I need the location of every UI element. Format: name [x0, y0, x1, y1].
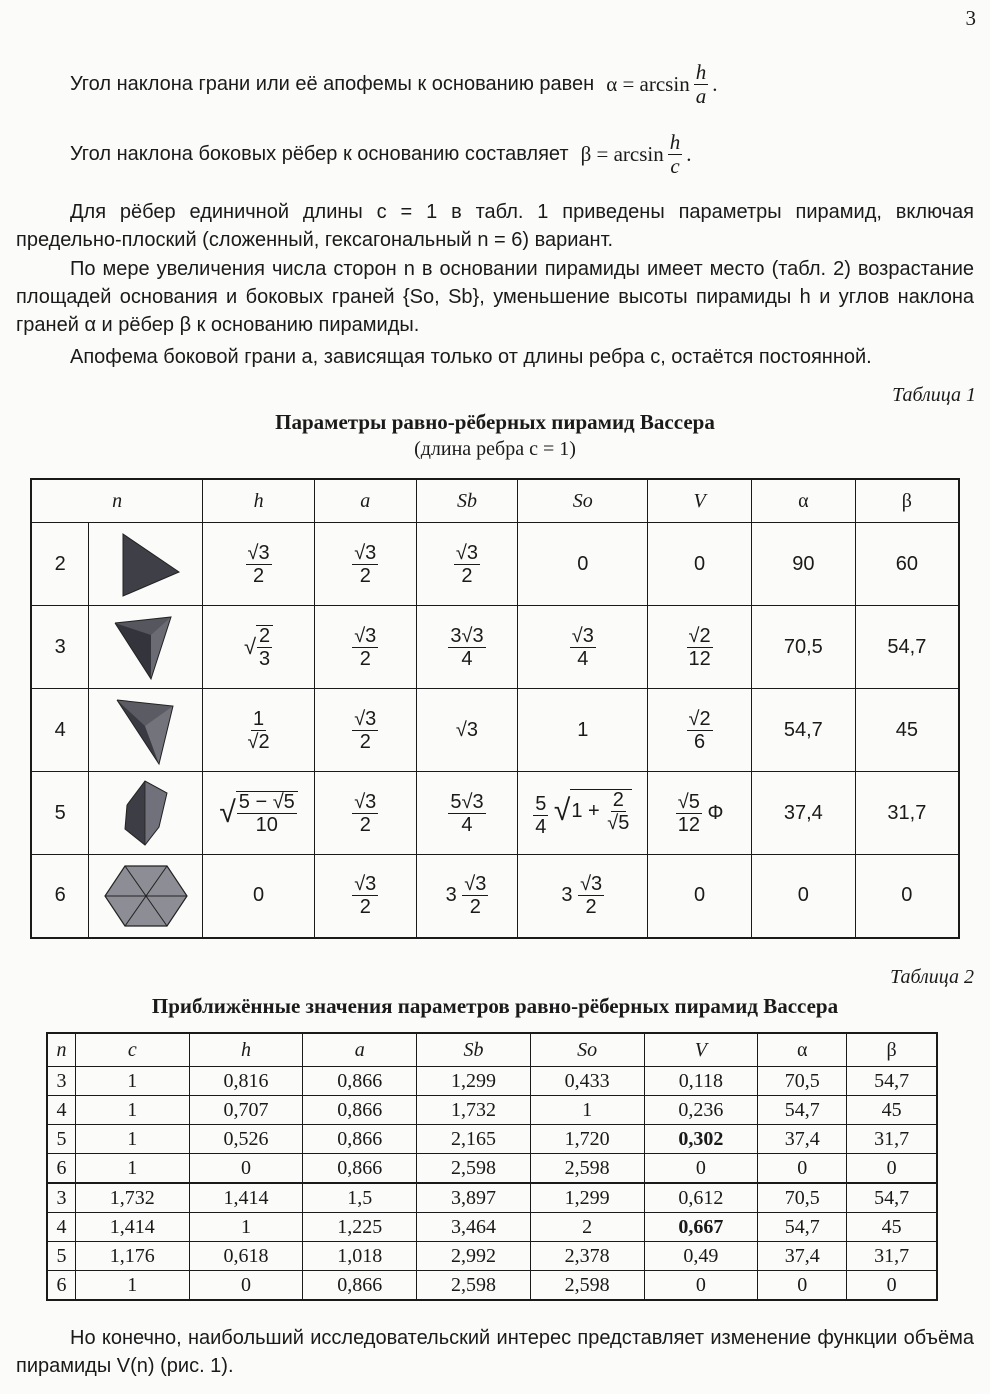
- table1-cell-v: 0: [648, 523, 752, 606]
- table2-cell: 1,414: [189, 1183, 303, 1213]
- table2-cell: 2,165: [417, 1125, 531, 1154]
- table1-header-so: So: [518, 479, 648, 523]
- table2-cell: 1,720: [530, 1125, 644, 1154]
- table-row: [47, 1242, 937, 1271]
- formula-beta-num: h: [669, 130, 681, 154]
- table2-cell: 0,866: [303, 1096, 417, 1125]
- pentagonal-pyramid-icon: [101, 775, 191, 851]
- table2-cell: 0: [189, 1271, 303, 1301]
- page-number: 3: [965, 6, 976, 30]
- table2-cell: 70,5: [758, 1067, 847, 1096]
- table2-cell: 1: [75, 1096, 189, 1125]
- table1-cell-alpha: 37,4: [751, 772, 855, 855]
- table1-row: 3 √ $\frac{2}{3}$ $\frac{√3}{2}$ $\frac{3√3}{4}$ $\frac{√3}{4}$ $\frac{√2}{12}$ 70,5 54,7: [31, 606, 959, 689]
- table1-subtitle: (длина ребра c = 1): [414, 438, 576, 460]
- table2-cell: 54,7: [758, 1213, 847, 1242]
- table2-cell: 0,866: [303, 1125, 417, 1154]
- table2-cell: 0,526: [189, 1125, 303, 1154]
- table1-cell-n: 6: [31, 855, 89, 938]
- table2-cell: 0: [758, 1271, 847, 1301]
- table2-cell: 3,464: [417, 1213, 531, 1242]
- formula-alpha-lhs: α = arcsin: [606, 72, 690, 96]
- table2-cell: 1,299: [530, 1183, 644, 1213]
- table1-cell-beta: 45: [855, 689, 959, 772]
- table1-cell-n: 4: [31, 689, 89, 772]
- table2-cell: 2,992: [417, 1242, 531, 1271]
- table1-header-h: h: [203, 479, 315, 523]
- closing-paragraph: Но конечно, наибольший исследовательский интерес представляет изменение функции объёма пирамиды V(n) (рис. 1).: [16, 1327, 974, 1377]
- formula-alpha-text: Угол наклона грани или её апофемы к основанию равен: [70, 73, 595, 95]
- paragraph-1: Для рёбер единичной длины c = 1 в табл. 1 приведены параметры пирамид, включая предельно-плоский (сложенный, гексагональный n = 6) вариант.: [16, 201, 974, 251]
- table2-cell: 5: [47, 1125, 75, 1154]
- table2-label: Таблица 2: [890, 966, 974, 988]
- table2-cell: 4: [47, 1096, 75, 1125]
- table2-cell: 0,707: [189, 1096, 303, 1125]
- table1-header-alpha: α: [751, 479, 855, 523]
- table2-header: n: [47, 1033, 75, 1067]
- table2-cell: 0,667: [644, 1213, 758, 1242]
- table1-cell-n: 5: [31, 772, 89, 855]
- table2-cell: 1: [75, 1154, 189, 1184]
- table2: [46, 1032, 938, 1301]
- table2-cell: 37,4: [758, 1125, 847, 1154]
- table1-header-n: n: [31, 479, 203, 523]
- table2-cell: 37,4: [758, 1242, 847, 1271]
- table2-cell: 1,5: [303, 1183, 417, 1213]
- table1-row: 6 0 $\frac{√3}{2}$ 3 $\frac{√3}{2}$ 3 $\frac{√3}{2}$ 0 0 0: [31, 855, 959, 938]
- table1-cell-beta: 0: [855, 855, 959, 938]
- table2-cell: 70,5: [758, 1183, 847, 1213]
- table2-cell: 54,7: [758, 1096, 847, 1125]
- table2-header: a: [303, 1033, 417, 1067]
- table1-cell-beta: 54,7: [855, 606, 959, 689]
- table2-cell: 0,866: [303, 1067, 417, 1096]
- table1-cell-alpha: 70,5: [751, 606, 855, 689]
- table2-cell: 0: [847, 1271, 937, 1301]
- table1-cell-so: 1: [518, 689, 648, 772]
- table2-cell: 54,7: [847, 1067, 937, 1096]
- table2-cell: 2,598: [530, 1271, 644, 1301]
- table1-cell-h: 0: [203, 855, 315, 938]
- paragraph-3: Апофема боковой грани a, зависящая только от длины ребра c, остаётся постоянной.: [70, 346, 872, 368]
- table-row: [47, 1125, 937, 1154]
- table1-cell-n: 2: [31, 523, 89, 606]
- table1-row: 4 $\frac{1}{√2}$ $\frac{√3}{2}$ √3 1 $\frac{√2}{6}$ 54,7 45: [31, 689, 959, 772]
- table1-cell-so: 0: [518, 523, 648, 606]
- table1-cell-alpha: 90: [751, 523, 855, 606]
- table2-header: c: [75, 1033, 189, 1067]
- table2-cell: 0,433: [530, 1067, 644, 1096]
- table2-header: So: [530, 1033, 644, 1067]
- table1-cell-v: 0: [648, 855, 752, 938]
- table2-cell: 1,414: [75, 1213, 189, 1242]
- tetrahedron-icon: [101, 609, 191, 685]
- formula-alpha-line: Угол наклона грани или её апофемы к основанию равен α = arcsin $\frac{h}{a}$ .: [70, 60, 718, 108]
- table-row: [47, 1096, 937, 1125]
- formula-beta-line: Угол наклона боковых рёбер к основанию составляет β = arcsin $\frac{h}{c}$ .: [70, 130, 692, 178]
- table2-cell: 2: [530, 1213, 644, 1242]
- table2-cell: 1: [189, 1213, 303, 1242]
- table2-header: h: [189, 1033, 303, 1067]
- table2-cell: 1,176: [75, 1242, 189, 1271]
- table2-cell: 1: [75, 1125, 189, 1154]
- table1-title: Параметры равно-рёберных пирамид Вассера: [275, 410, 715, 434]
- table-row: [47, 1154, 937, 1184]
- table2-header: V: [644, 1033, 758, 1067]
- table-row: [47, 1183, 937, 1213]
- table1-header-sb: Sb: [416, 479, 518, 523]
- table2-cell: 1,018: [303, 1242, 417, 1271]
- table2-header: β: [847, 1033, 937, 1067]
- formula-beta-text: Угол наклона боковых рёбер к основанию составляет: [70, 143, 569, 165]
- hexagon-icon: [101, 858, 191, 934]
- table1: [30, 478, 960, 939]
- formula-alpha-den: a: [695, 84, 707, 108]
- table2-cell: 1,732: [417, 1096, 531, 1125]
- table2-cell: 2,598: [417, 1154, 531, 1184]
- triangle-icon: [101, 526, 191, 602]
- table2-cell: 1: [530, 1096, 644, 1125]
- table2-cell: 0,618: [189, 1242, 303, 1271]
- table2-cell: 6: [47, 1271, 75, 1301]
- table1-header-v: V: [648, 479, 752, 523]
- table2-cell: 45: [847, 1213, 937, 1242]
- table2-cell: 31,7: [847, 1125, 937, 1154]
- formula-beta-den: c: [670, 154, 680, 178]
- table2-cell: 0,118: [644, 1067, 758, 1096]
- table2-cell: 3,897: [417, 1183, 531, 1213]
- table2-cell: 0,236: [644, 1096, 758, 1125]
- formula-beta-lhs: β = arcsin: [580, 142, 664, 166]
- table2-cell: 0,866: [303, 1154, 417, 1184]
- table2-cell: 1,225: [303, 1213, 417, 1242]
- table2-cell: 2,598: [417, 1271, 531, 1301]
- table2-cell: 0,816: [189, 1067, 303, 1096]
- table2-cell: 3: [47, 1067, 75, 1096]
- table2-cell: 6: [47, 1154, 75, 1184]
- formula-alpha-num: h: [695, 60, 707, 84]
- table-row: [47, 1271, 937, 1301]
- table2-cell: 1: [75, 1067, 189, 1096]
- table2-title: Приближённые значения параметров равно-рёберных пирамид Вассера: [151, 994, 839, 1018]
- table1-label: Таблица 1: [892, 384, 976, 406]
- table2-cell: 0,866: [303, 1271, 417, 1301]
- table1-row: 2 $\frac{√3}{2}$ $\frac{√3}{2}$ $\frac{√3}{2}$ 0 0 90 60: [31, 523, 959, 606]
- table1-cell-alpha: 0: [751, 855, 855, 938]
- table2-cell: 3: [47, 1183, 75, 1213]
- table2-cell: 2,598: [530, 1154, 644, 1184]
- table1-cell-beta: 31,7: [855, 772, 959, 855]
- table2-cell: 54,7: [847, 1183, 937, 1213]
- table1-header-a: a: [314, 479, 416, 523]
- table2-cell: 0,612: [644, 1183, 758, 1213]
- table2-cell: 1: [75, 1271, 189, 1301]
- square-pyramid-icon: [101, 692, 191, 768]
- table2-cell: 0: [644, 1271, 758, 1301]
- table2-cell: 0: [847, 1154, 937, 1184]
- table2-cell: 0,302: [644, 1125, 758, 1154]
- table2-cell: 5: [47, 1242, 75, 1271]
- table2-header: Sb: [417, 1033, 531, 1067]
- table-row: [47, 1067, 937, 1096]
- table1-cell-beta: 60: [855, 523, 959, 606]
- table2-cell: 0: [189, 1154, 303, 1184]
- table2-cell: 0,49: [644, 1242, 758, 1271]
- table2-cell: 45: [847, 1096, 937, 1125]
- paragraph-2: По мере увеличения числа сторон n в основании пирамиды имеет место (табл. 2) возрастание площадей основания и боковых граней {So, Sb}, уменьшение высоты пирамиды h и углов наклона граней α и рёбер β к основанию пирамиды.: [16, 258, 974, 336]
- table1-header-beta: β: [855, 479, 959, 523]
- table2-cell: 4: [47, 1213, 75, 1242]
- table1-cell-alpha: 54,7: [751, 689, 855, 772]
- table1-row: 5 √ $\frac{5 - √5}{10}$ $\frac{√3}{2}$ $\frac{5√3}{4}$ $\frac{5}{4}$ √ 1 + $\frac{2}{√5}$ $\frac{√5}{12}$ Φ 37,4 31,7: [31, 772, 959, 855]
- table1-cell-sb: √3: [416, 689, 518, 772]
- table2-cell: 1,732: [75, 1183, 189, 1213]
- table1-cell-n: 3: [31, 606, 89, 689]
- table2-cell: 0: [644, 1154, 758, 1184]
- table2-cell: 1,299: [417, 1067, 531, 1096]
- table2-cell: 2,378: [530, 1242, 644, 1271]
- table2-header: α: [758, 1033, 847, 1067]
- table-row: [47, 1213, 937, 1242]
- table2-cell: 0: [758, 1154, 847, 1184]
- table2-cell: 31,7: [847, 1242, 937, 1271]
